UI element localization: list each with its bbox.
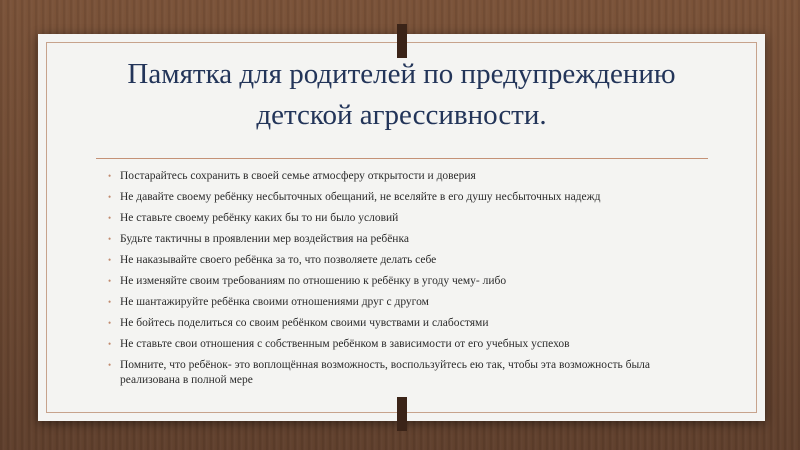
bullet-icon: • — [108, 360, 112, 370]
bullet-item — [108, 253, 708, 268]
bullet-item — [108, 337, 708, 352]
slide — [38, 34, 765, 421]
bullet-item — [108, 169, 708, 184]
bullet-text: Не шантажируйте ребёнка своими отношениями друг с другом — [120, 296, 429, 308]
bullet-item — [108, 358, 708, 388]
bullet-item — [108, 295, 708, 310]
bullet-icon: • — [108, 234, 112, 244]
bullet-icon: • — [108, 339, 112, 349]
bullet-text: Помните, что ребёнок- это воплощённая возможность, воспользуйтесь ею так, чтобы эта возможность была реализована в полной мере — [120, 359, 651, 386]
bullet-icon: • — [108, 171, 112, 181]
bottom-clip — [397, 397, 407, 431]
top-clip — [397, 24, 407, 58]
bullet-item — [108, 190, 708, 205]
bullet-list — [108, 169, 708, 394]
bullet-text: Не изменяйте своим требованиям по отношению к ребёнку в угоду чему- либо — [120, 275, 507, 287]
bullet-icon: • — [108, 276, 112, 286]
bullet-icon: • — [108, 213, 112, 223]
slide-title: Памятка для родителей по предупреждению детской агрессивности. — [127, 58, 676, 131]
bullet-icon: • — [108, 318, 112, 328]
bullet-text: Не бойтесь поделиться со своим ребёнком своими чувствами и слабостями — [120, 317, 489, 329]
title-divider — [96, 158, 708, 159]
bullet-icon: • — [108, 297, 112, 307]
bullet-text: Не давайте своему ребёнку несбыточных обещаний, не вселяйте в его душу несбыточных надежд — [120, 191, 601, 203]
bullet-text: Не наказывайте своего ребёнка за то, что позволяете делать себе — [120, 254, 437, 266]
bullet-text: Не ставьте свои отношения с собственным ребёнком в зависимости от его учебных успехов — [120, 338, 570, 350]
bullet-item — [108, 232, 708, 247]
bullet-text: Будьте тактичны в проявлении мер воздействия на ребёнка — [120, 233, 409, 245]
bullet-item — [108, 316, 708, 331]
bullet-text: Постарайтесь сохранить в своей семье атмосферу открытости и доверия — [120, 170, 476, 182]
bullet-item — [108, 274, 708, 289]
bullet-icon: • — [108, 192, 112, 202]
bullet-text: Не ставьте своему ребёнку каких бы то ни было условий — [120, 212, 399, 224]
bullet-item — [108, 211, 708, 226]
bullet-icon: • — [108, 255, 112, 265]
